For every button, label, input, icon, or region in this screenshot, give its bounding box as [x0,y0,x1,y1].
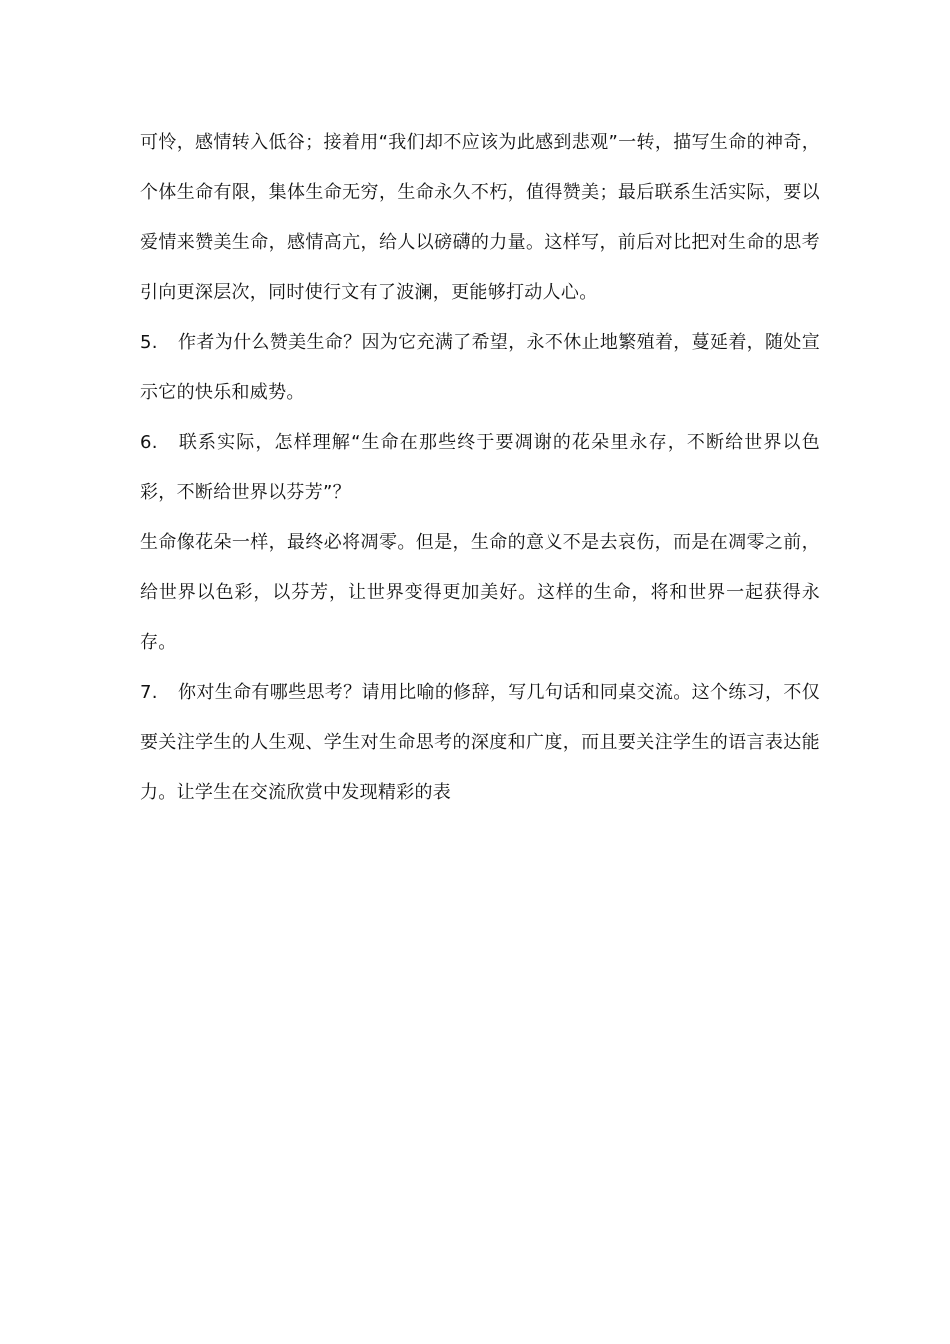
paragraph-text: 联系实际，怎样理解“生命在那些终于要凋谢的花朵里永存，不断给世界以色彩，不断给世界以芬芳”？ [140,432,820,503]
question-number: 6. [140,432,158,453]
question-7 [140,668,820,818]
question-5 [140,318,820,418]
paragraph-text: 生命像花朵一样，最终必将凋零。但是，生命的意义不是去哀伤，而是在凋零之前，给世界以色彩，以芬芳，让世界变得更加美好。这样的生命，将和世界一起获得永存。 [140,532,820,653]
document-body [140,118,820,818]
paragraph-continuation [140,118,820,318]
answer-6 [140,518,820,668]
paragraph-text: 可怜，感情转入低谷；接着用“我们却不应该为此感到悲观”一转，描写生命的神奇，个体生命有限，集体生命无穷，生命永久不朽，值得赞美；最后联系生活实际，要以爱情来赞美生命，感情高亢，给人以磅礴的力量。这样写，前后对比把对生命的思考引向更深层次，同时使行文有了波澜，更能够打动人心。 [140,132,820,303]
question-number: 5. [140,332,158,353]
paragraph-text: 你对生命有哪些思考？请用比喻的修辞，写几句话和同桌交流。这个练习，不仅要关注学生的人生观、学生对生命思考的深度和广度，而且要关注学生的语言表达能力。让学生在交流欣赏中发现精彩的表 [140,682,820,803]
paragraph-text: 作者为什么赞美生命？因为它充满了希望，永不休止地繁殖着，蔓延着，随处宣示它的快乐和威势。 [140,332,820,403]
question-6 [140,418,820,518]
question-number: 7. [140,682,158,703]
